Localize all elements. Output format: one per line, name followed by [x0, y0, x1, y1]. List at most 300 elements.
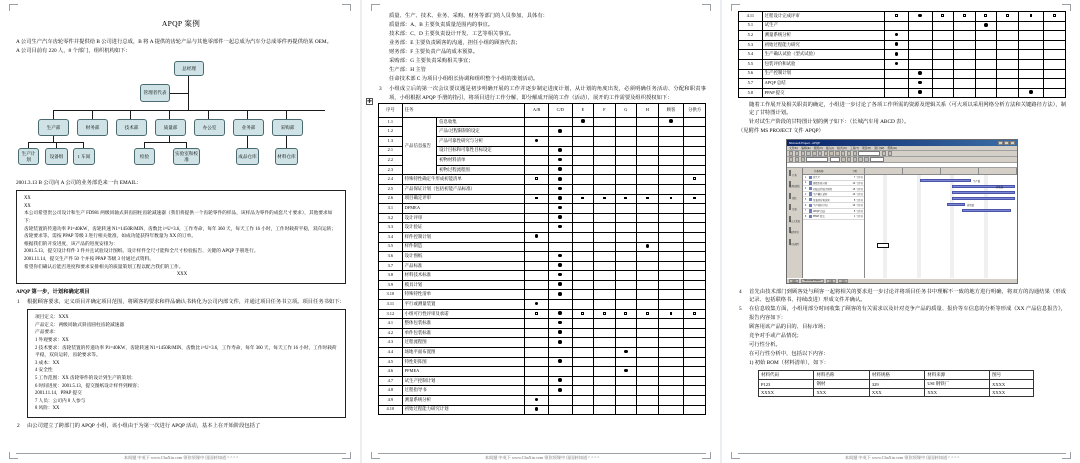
- bom-table: [758, 370, 1034, 397]
- selected-cell[interactable]: [877, 243, 889, 248]
- cell-task: 设计评审: [402, 213, 525, 223]
- cell-mark: [885, 31, 909, 41]
- cell-mark: [548, 156, 572, 166]
- list-item-step4: [738, 288, 1066, 304]
- responsible-dot-icon: [558, 330, 562, 334]
- gantt-bar[interactable]: [962, 209, 1011, 212]
- org-connector: [188, 90, 189, 111]
- italic-icon[interactable]: [847, 157, 851, 161]
- font-size-combo[interactable]: [830, 157, 840, 162]
- task-id: 1: [804, 175, 807, 179]
- outdent-icon[interactable]: [801, 157, 805, 161]
- bold-icon[interactable]: [841, 157, 845, 161]
- task-name: 生产控制计划: [813, 204, 828, 208]
- task-id: 5: [804, 198, 807, 202]
- cell-mark: [572, 367, 594, 377]
- cell-task: APQP 总结: [762, 79, 885, 89]
- page2-line: 任命技术部 C 为项目小组组长协调和组织整个小组的策划活动。: [389, 76, 539, 83]
- email-line: 根据我们的开发进度，该产品的进度安排为：: [24, 241, 118, 247]
- cell-mark: [615, 175, 637, 185]
- cell-mark: [572, 290, 594, 300]
- cell-mark: [658, 252, 684, 262]
- cell-no: 5.3: [739, 40, 763, 50]
- undo-icon[interactable]: [829, 151, 833, 155]
- close-icon[interactable]: [1010, 141, 1015, 145]
- menu-item-insert[interactable]: 插入(I): [825, 145, 835, 150]
- cell-mark: [572, 386, 594, 396]
- cell-task: 包装评价和试验: [762, 59, 885, 69]
- task-name: 包装评价和试验: [813, 198, 830, 202]
- cell-mark: [637, 280, 659, 290]
- org-connector: [92, 110, 93, 119]
- cell-mark: [908, 69, 932, 79]
- cell-mark: [615, 348, 637, 358]
- cell-mark: [548, 338, 572, 348]
- cell-mark: [684, 156, 706, 166]
- responsible-dot-icon: [918, 14, 922, 18]
- cell-mark: [594, 338, 616, 348]
- cell-mark: [954, 59, 976, 69]
- intro-paragraph-2: A 公司目前有 220 人，8 个部门，组织机构如下：: [16, 48, 131, 55]
- view-bar[interactable]: [787, 168, 803, 278]
- email-line: 希望你们确认后能否进度和要求安排相关的质量策划工程以配合我们的工作。: [24, 264, 184, 270]
- responsible-dot-icon: [535, 234, 539, 238]
- crop-mark-icon: [9, 4, 18, 11]
- support-square-icon: [535, 177, 538, 180]
- cell-mark: [658, 146, 684, 156]
- support-square-icon: [581, 197, 584, 200]
- responsible-dot-icon: [558, 187, 562, 191]
- cell-mark: [684, 290, 706, 300]
- cell-task: 初物材料清单: [437, 156, 525, 166]
- support-square-icon: [670, 312, 673, 315]
- cell-mark: [637, 300, 659, 310]
- gantt-bar[interactable]: [952, 185, 1016, 188]
- responsible-dot-icon: [558, 167, 562, 171]
- copy-icon[interactable]: [818, 151, 822, 155]
- bom-header-row: [759, 371, 1034, 380]
- unlink-icon[interactable]: [841, 151, 845, 155]
- document-page-2: [360, 0, 720, 463]
- cell-mark: [954, 40, 976, 50]
- window-controls[interactable]: [998, 141, 1015, 145]
- paste-icon[interactable]: [824, 151, 828, 155]
- responsible-dot-icon: [558, 378, 562, 382]
- cell-mark: [594, 184, 616, 194]
- task-row[interactable]: [803, 214, 864, 220]
- cell-mark: [684, 127, 706, 137]
- cell-mark: [997, 50, 1019, 60]
- view-bar-item-more-views[interactable]: [789, 240, 800, 246]
- view-bar-label: 资源和跟踪: [789, 186, 800, 189]
- cell-no: 3.8: [379, 271, 403, 281]
- cell-mark: [525, 194, 549, 204]
- menu-item-file[interactable]: 文件(F): [789, 145, 799, 150]
- col-duration: 工期: [852, 170, 857, 174]
- new-icon[interactable]: [789, 151, 793, 155]
- cell-task: 测量系统分析: [762, 31, 885, 41]
- bom-col-spec: 材料规格: [869, 371, 924, 380]
- font-name-combo[interactable]: [806, 157, 828, 162]
- timescale: [865, 168, 1017, 175]
- zoom-in-icon[interactable]: [847, 151, 851, 155]
- cell-mark: [594, 328, 616, 338]
- responsible-dot-icon: [558, 273, 562, 277]
- table-row: [379, 252, 706, 262]
- cell-no: 4.7: [379, 376, 403, 386]
- cell-mark: [637, 386, 659, 396]
- responsible-dot-icon: [558, 206, 562, 210]
- cell-mark: [658, 309, 684, 319]
- cell-mark: [658, 396, 684, 406]
- cell-mark: [525, 184, 549, 194]
- cell-mark: [548, 376, 572, 386]
- view-bar-label: 跟踪: [792, 197, 797, 200]
- email-quote-box: [16, 190, 346, 284]
- responsible-dot-icon: [624, 350, 628, 354]
- cell-mark: [885, 59, 909, 69]
- cell-group-label: 产品信息报告: [402, 117, 436, 175]
- align-left-icon[interactable]: [858, 157, 862, 161]
- para-after-table-2: 针对试生产阶段的甘特图计划的例子如下：（长城汽车用 ABCD 表）。: [749, 119, 910, 126]
- help-icon[interactable]: [888, 151, 892, 155]
- cell-mark: [615, 309, 637, 319]
- menu-item-tools[interactable]: 工具(T): [849, 145, 859, 150]
- view-bar-item-gantt[interactable]: [789, 171, 800, 177]
- menu-item-project[interactable]: 项目(P): [861, 145, 872, 150]
- cell-no: 1.2: [379, 127, 403, 137]
- col-header-e: E: [572, 103, 594, 117]
- print-icon[interactable]: [806, 151, 810, 155]
- cell-mark: [615, 271, 637, 281]
- cell-task: 试生产控制计划: [402, 376, 525, 386]
- minimize-icon[interactable]: [998, 141, 1003, 145]
- cell-mark: [548, 136, 572, 146]
- cell-mark: [615, 405, 637, 415]
- cell-no: 4.3: [379, 338, 403, 348]
- cell-mark: [954, 12, 976, 22]
- cell-mark: [572, 405, 594, 415]
- responsible-dot-icon: [558, 321, 562, 325]
- cell-no: 3.6: [379, 252, 403, 262]
- org-node-sub: 1 车间: [73, 148, 95, 165]
- org-connector: [188, 76, 189, 90]
- cell-mark: [572, 376, 594, 386]
- step1-text: 根据顾客要求，定义项目并确定项目范围，将顾客的要求和样品确认书转化为公司内部文件，并通过项目任务书立项。项目任务书如下：: [27, 298, 345, 305]
- cell-mark: [658, 232, 684, 242]
- cell-mark: [525, 204, 549, 214]
- cell-mark: [548, 252, 572, 262]
- steps-list-page1-cont: [16, 422, 346, 430]
- cell-mark: [637, 309, 659, 319]
- spec-line: 6 时间进度：2001.5.13，提交图纸设计样件到顾客；: [35, 383, 142, 389]
- cell-task: 整体包装标准: [402, 319, 525, 329]
- menu-item-format[interactable]: 格式(O): [837, 145, 847, 150]
- table-row: [379, 223, 706, 233]
- email-intro: 2001.3.13 B 公司向 A 公司的业务部范来一台 EMAIL：: [16, 180, 142, 187]
- cell-task: 初物过程流程图: [437, 165, 525, 175]
- cell-mark: [908, 12, 932, 22]
- cell-mark: [997, 79, 1019, 89]
- underline-icon[interactable]: [853, 157, 857, 161]
- cell-mark: [615, 280, 637, 290]
- cell-mark: [932, 12, 954, 22]
- table-row: [379, 309, 706, 319]
- view-bar-item-report[interactable]: [789, 205, 800, 211]
- cell-mark: [548, 194, 572, 204]
- cell-mark: [997, 69, 1019, 79]
- gantt-bar[interactable]: [920, 179, 972, 182]
- table-row: [739, 40, 1066, 50]
- cell-mark: [1018, 69, 1044, 79]
- gantt-grid: [803, 168, 1017, 278]
- gantt-bar[interactable]: [952, 197, 1016, 200]
- cell-no: 3.4: [379, 232, 403, 242]
- task-duration: 5 工作日: [853, 209, 863, 213]
- responsible-dot-icon: [535, 139, 539, 143]
- responsible-dot-icon: [895, 42, 899, 46]
- cell-mark: [658, 165, 684, 175]
- task-name: APQP 总结: [813, 209, 826, 213]
- support-square-icon: [581, 312, 584, 315]
- col-header-h: H: [637, 103, 659, 117]
- cell-task: 产品可靠性研究与分析: [437, 136, 525, 146]
- taskbar-item-doc1[interactable]: 文档: [826, 279, 836, 283]
- table-move-handle[interactable]: ✚: [366, 98, 373, 105]
- cell-mark: [684, 348, 706, 358]
- start-button[interactable]: 开始: [789, 279, 799, 283]
- cell-mark: [932, 59, 954, 69]
- task-duration: 10 工作日: [852, 193, 863, 197]
- cell-mark: [954, 50, 976, 60]
- menu-item-edit[interactable]: 编辑(E): [801, 145, 811, 150]
- filter-combo[interactable]: [858, 151, 880, 156]
- save-icon[interactable]: [801, 151, 805, 155]
- bom-body: [759, 380, 1034, 397]
- view-bar-item-tracking[interactable]: [789, 194, 800, 200]
- bom-cell: XXXX: [759, 389, 814, 397]
- taskbar-item-doc2[interactable]: 文档: [838, 279, 848, 283]
- step5-text: 在信息收集方面，小组用部分时间收集了顾客的有关需求以及针对竞争产品的质量、报价等车信息的分析等形成《XX 产品信息报告》，报告内容如下：: [749, 306, 1066, 321]
- gantt-bar[interactable]: [952, 191, 1016, 194]
- maximize-icon[interactable]: [1004, 141, 1009, 145]
- cell-mark: [684, 136, 706, 146]
- cell-mark: [615, 213, 637, 223]
- responsible-dot-icon: [535, 398, 539, 402]
- view-bar-item-resource[interactable]: [789, 182, 800, 188]
- cell-mark: [548, 223, 572, 233]
- cell-mark: [548, 127, 572, 137]
- cell-no: 3.3: [379, 223, 403, 233]
- step5-line: 可行性分析。: [749, 341, 781, 348]
- cell-mark: [594, 386, 616, 396]
- indent-icon[interactable]: [795, 157, 799, 161]
- table-row: [379, 396, 706, 406]
- cell-mark: [1018, 40, 1044, 50]
- cell-mark: [684, 204, 706, 214]
- cell-mark: [684, 376, 706, 386]
- cell-mark: [684, 328, 706, 338]
- responsible-dot-icon: [558, 225, 562, 229]
- cell-no: 3.5: [379, 242, 403, 252]
- cell-mark: [572, 328, 594, 338]
- cell-mark: [615, 165, 637, 175]
- cell-mark: [684, 271, 706, 281]
- view-bar-item-new-project[interactable]: [789, 228, 800, 234]
- cell-task: PPAP 提交: [762, 88, 885, 98]
- bom-cell: 钢材: [814, 380, 869, 389]
- cell-mark: [885, 88, 909, 98]
- cell-mark: [908, 59, 932, 69]
- zoom-out-icon[interactable]: [853, 151, 857, 155]
- cell-mark: [615, 328, 637, 338]
- cell-mark: [548, 367, 572, 377]
- bom-cell: P123: [759, 380, 814, 389]
- task-sheet[interactable]: [803, 168, 865, 278]
- email-signature: XXX: [176, 272, 188, 278]
- cell-mark: [684, 367, 706, 377]
- cell-mark: [572, 271, 594, 281]
- open-icon[interactable]: [795, 151, 799, 155]
- cell-mark: [684, 319, 706, 329]
- cell-mark: [637, 165, 659, 175]
- cell-mark: [637, 136, 659, 146]
- col-header-cd: C/D: [548, 103, 572, 117]
- cell-mark: [975, 69, 997, 79]
- cell-mark: [932, 50, 954, 60]
- cell-no: 3.12: [379, 309, 403, 319]
- org-node-sub: 设备组: [45, 148, 68, 165]
- cell-task: 特性矩阵图: [402, 357, 525, 367]
- para-after-table-3: （见附件 MS PROJECT 文件 APQP）: [738, 128, 824, 135]
- cell-mark: [525, 367, 549, 377]
- table-row: [739, 69, 1066, 79]
- crop-mark-icon: [1062, 4, 1071, 11]
- menu-item-help[interactable]: 帮助(H): [887, 145, 897, 150]
- spec-line: 4 安全性: [35, 368, 53, 374]
- cell-no: 4.8: [379, 386, 403, 396]
- org-connector: [130, 110, 131, 119]
- crop-mark-icon: [342, 4, 351, 11]
- cell-mark: [572, 348, 594, 358]
- view-bar-item-custom-report[interactable]: [789, 217, 800, 223]
- responsibility-matrix-table-continued: [738, 11, 1066, 98]
- taskbar-item-project[interactable]: Microsoft Project: [801, 279, 823, 283]
- cell-mark: [684, 300, 706, 310]
- cell-mark: [1018, 21, 1044, 31]
- cell-mark: [525, 242, 549, 252]
- cell-mark: [684, 252, 706, 262]
- link-icon[interactable]: [835, 151, 839, 155]
- cell-mark: [615, 127, 637, 137]
- responsible-dot-icon: [646, 244, 650, 248]
- cell-mark: [572, 252, 594, 262]
- cell-mark: [684, 357, 706, 367]
- cell-mark: [1044, 50, 1066, 60]
- cell-mark: [548, 328, 572, 338]
- cell-mark: [658, 117, 684, 127]
- cell-mark: [684, 386, 706, 396]
- cell-task: 测量系统分析: [402, 396, 525, 406]
- align-center-icon[interactable]: [864, 157, 868, 161]
- ms-project-body: [787, 168, 1017, 278]
- cell-mark: [548, 242, 572, 252]
- org-connector: [286, 136, 287, 148]
- cell-mark: [637, 117, 659, 127]
- responsible-dot-icon: [624, 369, 628, 373]
- responsible-dot-icon: [558, 359, 562, 363]
- bom-cell: XXX: [814, 389, 869, 397]
- support-square-icon: [624, 197, 627, 200]
- col-header-ab: A/B: [525, 103, 549, 117]
- cell-mark: [637, 146, 659, 156]
- cell-mark: [1018, 59, 1044, 69]
- cell-mark: [548, 146, 572, 156]
- cell-mark: [594, 175, 616, 185]
- cell-no: 3.9: [379, 280, 403, 290]
- cell-task: 单件包装标准: [402, 328, 525, 338]
- table-row: [379, 319, 706, 329]
- table-row: [379, 213, 706, 223]
- cell-mark: [594, 232, 616, 242]
- cell-mark: [1044, 21, 1066, 31]
- page2-line: 采购部：G 主要负责采购相关事宜；: [389, 58, 474, 65]
- table-row: [739, 59, 1066, 69]
- cell-mark: [637, 396, 659, 406]
- cell-mark: [594, 290, 616, 300]
- gantt-chart-pane[interactable]: [865, 168, 1017, 278]
- responsible-dot-icon: [535, 407, 539, 411]
- cell-mark: [594, 376, 616, 386]
- steps-list-page2: [378, 85, 706, 101]
- cell-mark: [615, 367, 637, 377]
- cell-mark: [525, 405, 549, 415]
- cell-task: 过程指导书: [402, 386, 525, 396]
- table-row: [379, 261, 706, 271]
- table-row: [739, 12, 1066, 22]
- goto-task-icon[interactable]: [882, 151, 886, 155]
- spec-line: 1 外观要求：XX: [35, 337, 69, 343]
- cell-mark: [525, 271, 549, 281]
- cell-mark: [637, 184, 659, 194]
- outline-icon[interactable]: [789, 157, 793, 161]
- support-square-icon: [1006, 14, 1009, 17]
- table-row: [379, 117, 706, 127]
- cell-mark: [658, 204, 684, 214]
- cell-mark: [908, 50, 932, 60]
- table-row: [379, 184, 706, 194]
- cell-mark: [637, 194, 659, 204]
- gantt-bar-label: 质量部: [966, 204, 974, 208]
- cell-mark: [548, 213, 572, 223]
- cell-no: 4.5: [379, 357, 403, 367]
- table-combo[interactable]: [870, 157, 884, 162]
- cut-icon[interactable]: [812, 151, 816, 155]
- org-connector: [247, 136, 248, 148]
- cell-task: 小组可行性评审及承诺: [402, 309, 525, 319]
- document-page-1: [0, 0, 360, 463]
- menu-item-window[interactable]: 窗口(W): [874, 145, 885, 150]
- list-item-step1: [16, 298, 346, 306]
- menu-item-view[interactable]: 视图(V): [813, 145, 823, 150]
- org-node-dept: 采购部: [272, 119, 303, 136]
- support-square-icon: [693, 177, 696, 180]
- responsible-dot-icon: [558, 148, 562, 152]
- cell-mark: [525, 396, 549, 406]
- page2-line: 质量、生产、技术、业务、采购、财务等部门的人员参加，具体有：: [389, 13, 548, 19]
- cell-mark: [997, 40, 1019, 50]
- gantt-bar[interactable]: [947, 203, 965, 206]
